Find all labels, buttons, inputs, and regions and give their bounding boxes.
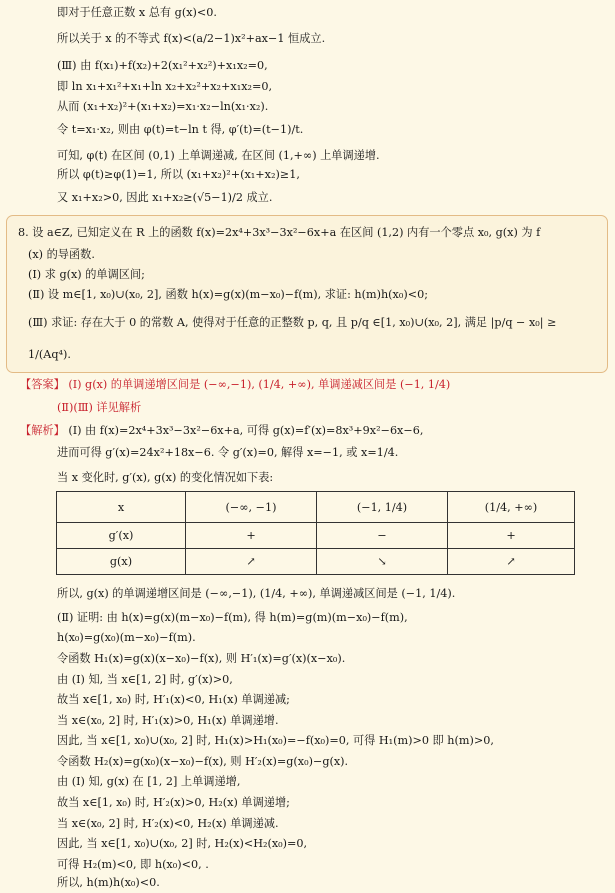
analysis-line: 进而可得 g′(x)=24x²+18x−6. 令 g′(x)=0, 解得 x=−1, 或 x=1/4. — [57, 446, 399, 459]
text-line: 所以, h(m)h(x₀)<0. — [57, 876, 160, 889]
table-cell: + — [186, 523, 317, 549]
answer-text: (Ⅰ) g(x) 的单调递增区间是 (−∞,−1), (1/4, +∞), 单调递减区间是 (−1, 1/4) — [68, 378, 451, 391]
text-line: 所以, g(x) 的单调递增区间是 (−∞,−1), (1/4, +∞), 单调递减区间是 (−1, 1/4). — [57, 587, 456, 600]
text-line: 可得 H₂(m)<0, 即 h(x₀)<0, . — [57, 858, 209, 871]
table-row — [57, 523, 575, 549]
analysis-tag: 【解析】 — [20, 424, 65, 437]
table-cell: ↘ — [317, 549, 448, 575]
table-header-row — [57, 492, 575, 523]
answer-line — [20, 378, 450, 392]
answer-line: (Ⅱ)(Ⅲ) 详见解析 — [57, 401, 142, 414]
text-line: 由 (Ⅰ) 知, g(x) 在 [1, 2] 上单调递增, — [57, 775, 241, 788]
text-line: (Ⅲ) 由 f(x₁)+f(x₂)+2(x₁²+x₂²)+x₁x₂=0, — [57, 59, 268, 72]
problem-line: 1/(Aq⁴). — [28, 348, 71, 361]
table-cell: x — [57, 492, 186, 523]
problem-line: (x) 的导函数. — [28, 248, 95, 261]
text-line: 因此, 当 x∈[1, x₀)∪(x₀, 2] 时, H₂(x)<H₂(x₀)=0, — [57, 837, 308, 850]
problem-line: (Ⅱ) 设 m∈[1, x₀)∪(x₀, 2], 函数 h(x)=g(x)(m−x₀)−f(m), 求证: h(m)h(x₀)<0; — [28, 288, 428, 301]
text-line: h(x₀)=g(x₀)(m−x₀)−f(m). — [57, 631, 196, 644]
analysis-text: (Ⅰ) 由 f(x)=2x⁴+3x³−3x²−6x+a, 可得 g(x)=f′(x)=8x³+9x²−6x−6, — [68, 424, 424, 437]
table-row — [57, 549, 575, 575]
text-line: 即 ln x₁+x₁²+x₁+ln x₂+x₂²+x₂+x₁x₂=0, — [57, 80, 273, 93]
text-line: 又 x₁+x₂>0, 因此 x₁+x₂≥(√5−1)/2 成立. — [57, 191, 273, 204]
table-cell: + — [448, 523, 575, 549]
answer-tag: 【答案】 — [20, 378, 65, 391]
table-cell: ↗ — [448, 549, 575, 575]
table-cell: ↗ — [186, 549, 317, 575]
problem-line: (Ⅰ) 求 g(x) 的单调区间; — [28, 268, 145, 281]
table-cell: (−∞, −1) — [186, 492, 317, 523]
text-line: 所以 φ(t)≥φ(1)=1, 所以 (x₁+x₂)²+(x₁+x₂)≥1, — [57, 168, 300, 181]
text-line: 从而 (x₁+x₂)²+(x₁+x₂)=x₁·x₂−ln(x₁·x₂). — [57, 100, 269, 113]
text-line: 故当 x∈[1, x₀) 时, H′₂(x)>0, H₂(x) 单调递增; — [57, 796, 290, 809]
analysis-line: 当 x 变化时, g′(x), g(x) 的变化情况如下表: — [57, 471, 274, 484]
problem-line: (Ⅲ) 求证: 存在大于 0 的常数 A, 使得对于任意的正整数 p, q, 且 p/q ∈[1, x₀)∪(x₀, 2], 满足 |p/q − x₀| ≥ — [28, 316, 557, 329]
text-line: 由 (Ⅰ) 知, 当 x∈[1, 2] 时, g′(x)>0, — [57, 673, 233, 686]
text-line: 即对于任意正数 x 总有 g(x)<0. — [57, 6, 217, 19]
text-line: (Ⅱ) 证明: 由 h(x)=g(x)(m−x₀)−f(m), 得 h(m)=g(m)(m−x₀)−f(m), — [57, 611, 408, 624]
text-line: 因此, 当 x∈[1, x₀)∪(x₀, 2] 时, H₁(x)>H₁(x₀)=−f(x₀)=0, 可得 H₁(m)>0 即 h(m)>0, — [57, 734, 494, 747]
text-line: 所以关于 x 的不等式 f(x)<(a/2−1)x²+ax−1 恒成立. — [57, 32, 326, 45]
text-line: 当 x∈(x₀, 2] 时, H′₁(x)>0, H₁(x) 单调递增. — [57, 714, 279, 727]
table-cell: (−1, 1/4) — [317, 492, 448, 523]
problem-line: 8. 设 a∈Z, 已知定义在 R 上的函数 f(x)=2x⁴+3x³−3x²−6x+a 在区间 (1,2) 内有一个零点 x₀, g(x) 为 f — [18, 226, 541, 239]
table-cell: (1/4, +∞) — [448, 492, 575, 523]
text-line: 故当 x∈[1, x₀) 时, H′₁(x)<0, H₁(x) 单调递减; — [57, 693, 290, 706]
text-line: 当 x∈(x₀, 2] 时, H′₂(x)<0, H₂(x) 单调递减. — [57, 817, 279, 830]
text-line: 可知, φ(t) 在区间 (0,1) 上单调递减, 在区间 (1,+∞) 上单调递增. — [57, 149, 380, 162]
table-cell: − — [317, 523, 448, 549]
text-line: 令函数 H₂(x)=g(x₀)(x−x₀)−f(x), 则 H′₂(x)=g(x₀)−g(x). — [57, 755, 349, 768]
variation-table — [56, 491, 575, 575]
text-line: 令函数 H₁(x)=g(x)(x−x₀)−f(x), 则 H′₁(x)=g′(x)(x−x₀). — [57, 652, 346, 665]
text-line: 令 t=x₁·x₂, 则由 φ(t)=t−ln t 得, φ′(t)=(t−1)/t. — [57, 123, 304, 136]
analysis-line — [20, 424, 423, 438]
table-cell: g′(x) — [57, 523, 186, 549]
table-cell: g(x) — [57, 549, 186, 575]
